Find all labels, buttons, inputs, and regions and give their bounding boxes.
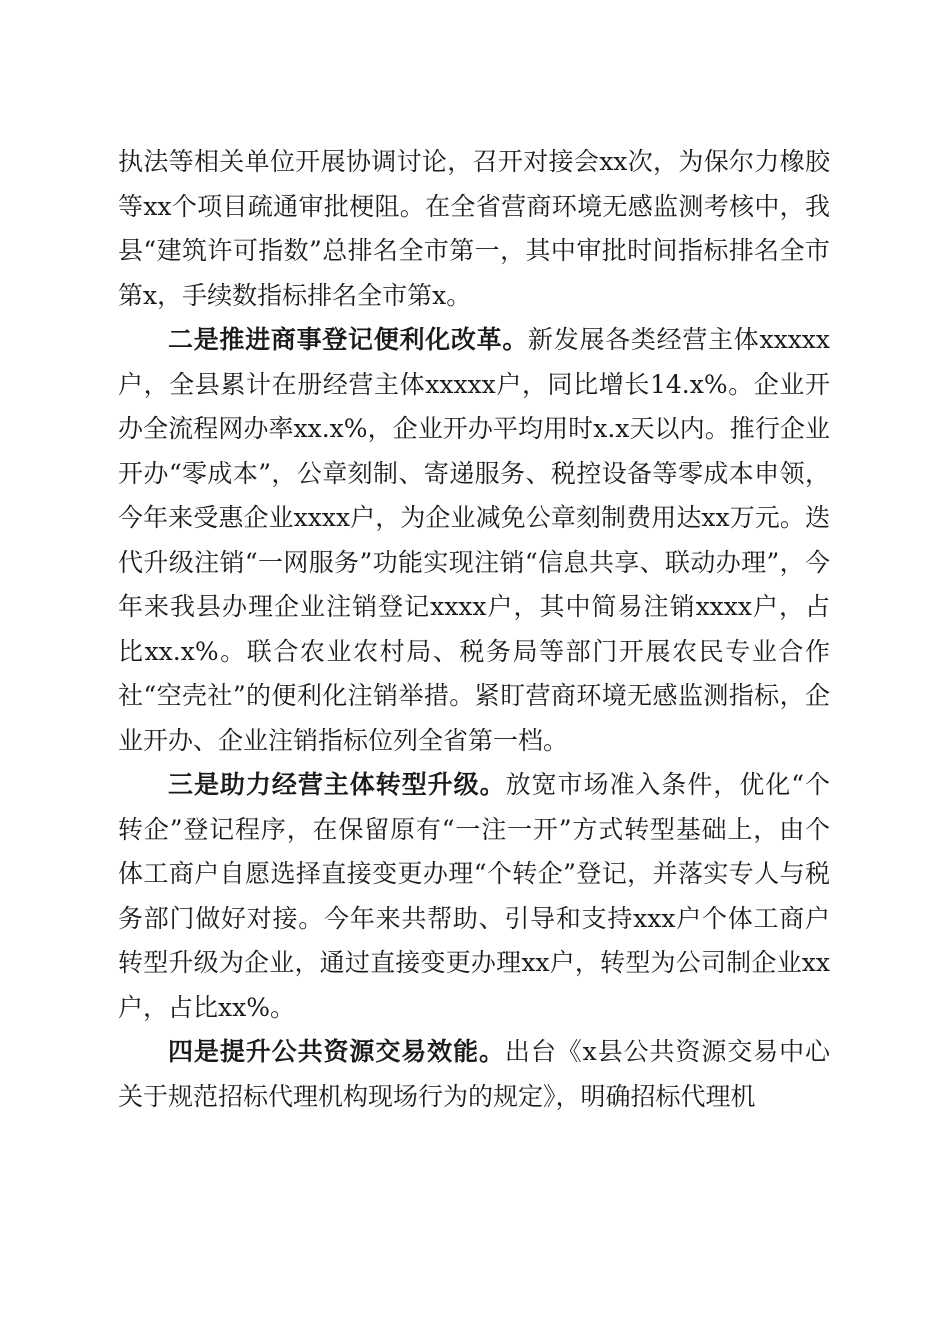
paragraph-heading: 二是推进商事登记便利化改革。 — [168, 325, 529, 354]
paragraph-business-transformation — [118, 763, 830, 1030]
paragraph-text: 放宽市场准入条件，优化“个转企”登记程序，在保留原有“一注一开”方式转型基础上，由个体工商户自愿选择直接变更办理“个转企”登记，并落实专人与税务部门做好对接。今年来共帮助、引导和支持xxx户个体工商户转型升级为企业，通过直接变更办理xx户，转型为公司制企业xx户，占比xx%。 — [118, 770, 830, 1022]
paragraph-heading: 四是提升公共资源交易效能。 — [168, 1037, 505, 1066]
paragraph-text: 出台《x县公共资源交易中心关于规范招标代理机构现场行为的规定》，明确招标代理机 — [118, 1037, 830, 1111]
paragraph-heading: 三是助力经营主体转型升级。 — [168, 770, 506, 799]
paragraph-text: 执法等相关单位开展协调讨论，召开对接会xx次，为保尔力橡胶等xx个项目疏通审批梗阻。在全省营商环境无感监测考核中，我县“建筑许可指数”总排名全市第一，其中审批时间指标排名全市第x，手续数指标排名全市第x。 — [118, 147, 830, 310]
paragraph-public-resource-trading — [118, 1030, 830, 1119]
paragraph-continuation — [118, 140, 830, 318]
paragraph-text: 新发展各类经营主体xxxxx户，全县累计在册经营主体xxxxx户，同比增长14.x%。企业开办全流程网办率xx.x%，企业开办平均用时x.x天以内。推行企业开办“零成本”，公章刻制、寄递服务、税控设备等零成本申领，今年来受惠企业xxxx户，为企业减免公章刻制费用达xx万元。迭代升级注销“一网服务”功能实现注销“信息共享、联动办理”，今年来我县办理企业注销登记xxxx户，其中简易注销xxxx户，占比xx.x%。联合农业农村局、税务局等部门开展农民专业合作社“空壳社”的便利化注销举措。紧盯营商环境无感监测指标，企业开办、企业注销指标位列全省第一档。 — [118, 325, 830, 755]
paragraph-commerce-registration — [118, 318, 830, 763]
document-body — [118, 140, 830, 1119]
